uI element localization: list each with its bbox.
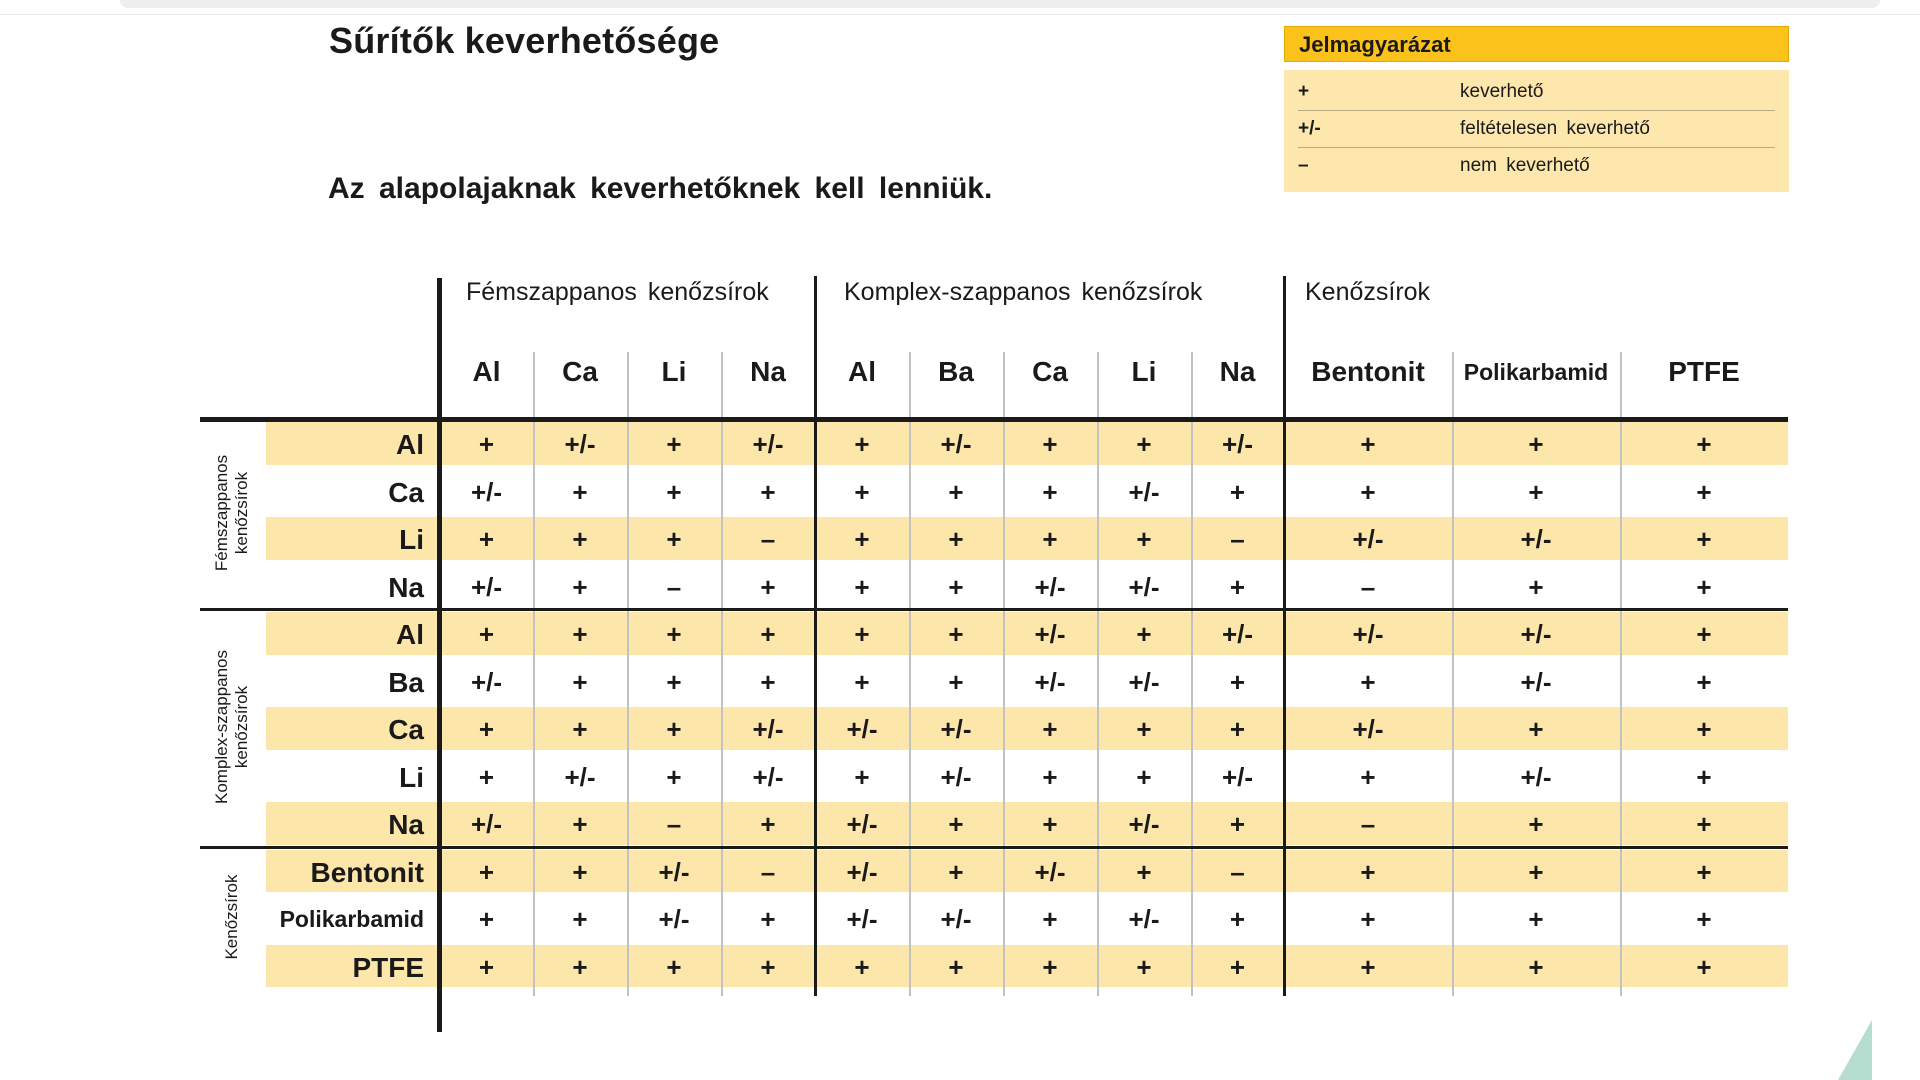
compatibility-cell: +/- [1034,571,1066,602]
row-header: Ba [388,666,424,698]
legend-symbol: – [1298,155,1309,176]
compatibility-cell: + [1136,429,1152,459]
row-group-label-line: Fémszappanos [212,454,231,572]
row-group-label-line: kenőzsírok [232,685,251,768]
compatibility-cell: +/- [1034,856,1066,887]
compatibility-cell: + [1229,714,1246,744]
compatibility-cell: – [1360,571,1376,602]
row-group-label [222,817,242,1017]
compatibility-cell: + [948,666,964,697]
compatibility-cell: +/- [1221,761,1254,792]
compatibility-cell: + [854,619,870,649]
compatibility-cell: +/- [1520,619,1552,649]
row-group-divider [200,846,1788,849]
compatibility-cell: + [572,809,588,839]
compatibility-cell: +/- [846,904,878,934]
compatibility-cell: +/- [1128,571,1160,602]
compatibility-cell: + [1360,761,1376,792]
compatibility-cell: + [1229,904,1246,934]
compatibility-cell: + [948,524,964,554]
compatibility-cell: + [478,951,495,982]
compatibility-cell: + [854,761,870,792]
compatibility-cell: + [1136,951,1152,982]
compatibility-cell: + [1042,904,1058,934]
compatibility-cell: +/- [1034,619,1066,649]
compatibility-cell: + [948,571,964,602]
compatibility-cell: + [572,571,588,602]
column-header: Li [661,356,687,387]
column-header: PTFE [1668,356,1740,387]
compatibility-cell: + [854,571,870,602]
compatibility-cell: + [1696,856,1712,887]
compatibility-cell: + [760,571,776,602]
compatibility-cell: + [1528,571,1544,602]
compatibility-cell: + [1360,904,1376,934]
row-header: Al [396,619,424,650]
compatibility-cell: + [666,619,682,649]
compatibility-cell: + [666,761,682,792]
row-header: Li [399,524,424,555]
compatibility-cell: +/- [1520,524,1552,554]
compatibility-cell: + [1528,714,1544,744]
compatibility-cell: + [1042,476,1058,507]
row-group-label-line: Kenőzsírok [222,874,241,960]
column-header: Li [1131,356,1157,387]
compatibility-cell: + [1229,666,1246,697]
compatibility-cell: + [760,809,776,839]
legend-description: keverhető [1460,81,1544,102]
legend-header: Jelmagyarázat [1284,26,1789,62]
compatibility-cell: + [760,666,776,697]
column-group-header: Kenőzsírok [1305,278,1431,306]
compatibility-cell: +/- [940,761,972,792]
compatibility-cell: +/- [470,666,503,697]
compatibility-cell: + [1136,619,1152,649]
compatibility-cell: + [1360,856,1376,887]
row-header: Al [396,429,424,460]
compatibility-cell: + [854,429,870,459]
compatibility-cell: +/- [940,429,972,459]
compatibility-cell: + [1042,761,1058,792]
compatibility-cell: + [572,619,588,649]
row-header: Na [388,809,424,840]
compatibility-cell: + [1042,809,1058,839]
compatibility-cell: + [1042,524,1058,554]
compatibility-cell: +/- [940,904,972,934]
row-header: PTFE [352,951,424,983]
compatibility-cell: + [1696,476,1712,507]
compatibility-cell: + [1528,809,1544,839]
compatibility-cell: + [1696,571,1712,602]
compatibility-cell: +/- [1128,904,1160,934]
compatibility-cell: + [1696,714,1712,744]
compatibility-cell: – [666,571,682,602]
compatibility-cell: + [572,524,588,554]
compatibility-cell: + [1136,856,1152,887]
legend-description: feltételesen keverhető [1460,118,1650,139]
compatibility-cell: + [1528,856,1544,887]
compatibility-cell: – [760,856,776,887]
compatibility-cell: – [1230,524,1245,554]
compatibility-cell: + [854,476,870,507]
compatibility-cell: +/- [1221,429,1254,459]
compatibility-cell: +/- [470,571,503,602]
compatibility-cell: + [478,524,495,554]
legend-description: nem keverhető [1460,155,1590,176]
compatibility-cell: + [1042,714,1058,744]
compatibility-cell: – [666,809,682,839]
compatibility-cell: + [854,666,870,697]
compatibility-cell: + [666,666,682,697]
compatibility-cell: + [1696,951,1712,982]
column-header: Na [750,356,786,387]
compatibility-cell: + [1696,524,1712,554]
compatibility-cell: +/- [1352,524,1384,554]
compatibility-cell: +/- [1352,619,1384,649]
compatibility-cell: + [1696,809,1712,839]
compatibility-cell: + [1528,904,1544,934]
compatibility-cell: + [1229,571,1246,602]
compatibility-cell: +/- [1128,476,1160,507]
compatibility-cell: +/- [1034,666,1066,697]
compatibility-cell: + [1360,951,1376,982]
column-group-header: Fémszappanos kenőzsírok [466,278,769,306]
compatibility-cell: + [478,856,495,887]
compatibility-cell: + [478,619,495,649]
compatibility-cell: + [760,619,776,649]
column-header: Polikarbamid [1463,359,1609,385]
legend-symbol: +/- [1298,118,1321,139]
compatibility-cell: +/- [1520,761,1552,792]
compatibility-cell: – [1360,809,1376,839]
compatibility-cell: + [854,951,870,982]
compatibility-cell: – [1230,856,1245,887]
compatibility-cell: + [854,524,870,554]
page-title: Sűrítők keverhetősége [329,20,720,61]
compatibility-cell: +/- [752,429,784,459]
compatibility-cell: + [572,856,588,887]
compatibility-cell: + [1229,951,1246,982]
compatibility-cell: + [666,714,682,744]
compatibility-cell: + [760,951,776,982]
compatibility-cell: +/- [564,429,596,459]
row-group-label-line: kenőzsírok [232,471,251,555]
compatibility-cell: + [948,476,964,507]
row-header: Bentonit [310,856,424,888]
compatibility-cell: + [948,809,964,839]
compatibility-cell: + [666,476,682,507]
compatibility-cell: + [1696,619,1712,649]
compatibility-cell: +/- [1128,666,1160,697]
compatibility-cell: + [1136,714,1152,744]
compatibility-cell: +/- [470,476,503,507]
compatibility-cell: + [948,951,964,982]
page-subtitle: Az alapolajaknak keverhetőknek kell lenniük. [328,172,993,205]
row-group-label-line: Komplex-szappanos [212,649,231,804]
compatibility-cell: + [1042,429,1058,459]
column-group-header: Komplex-szappanos kenőzsírok [844,278,1203,306]
row-group-divider [200,608,1788,611]
compatibility-cell: +/- [1520,666,1552,697]
compatibility-cell: +/- [846,809,878,839]
row-header: Na [388,571,424,603]
compatibility-cell: + [1696,429,1712,459]
compatibility-cell: +/- [846,714,878,744]
row-header: Ca [388,714,424,745]
corner-decoration [1838,1020,1872,1080]
compatibility-cell: + [478,904,495,934]
compatibility-cell: + [1360,429,1376,459]
compatibility-cell: +/- [846,856,878,887]
compatibility-cell: + [478,429,495,459]
compatibility-cell: + [1360,476,1376,507]
column-header: Ca [562,356,598,387]
column-header: Ca [1032,356,1068,387]
compatibility-cell: + [478,761,495,792]
compatibility-cell: + [1696,761,1712,792]
compatibility-cell: + [572,476,588,507]
compatibility-cell: + [478,714,495,744]
compatibility-cell: + [1229,476,1246,507]
compatibility-cell: + [1528,951,1544,982]
column-header: Al [472,356,501,387]
compatibility-cell: + [572,951,588,982]
legend-symbol: + [1298,81,1310,102]
compatibility-cell: + [1136,761,1152,792]
compatibility-cell: +/- [1221,619,1254,649]
column-header: Na [1219,356,1256,387]
compatibility-cell: +/- [658,904,690,934]
compatibility-cell: + [948,856,964,887]
compatibility-cell: + [1136,524,1152,554]
compatibility-cell: + [1696,904,1712,934]
compatibility-cell: + [572,904,588,934]
compatibility-cell: + [666,429,682,459]
compatibility-cell: +/- [1128,809,1160,839]
row-header: Polikarbamid [279,906,424,932]
row-header: Li [399,761,424,793]
row-header: Ca [388,476,424,508]
compatibility-cell: +/- [658,856,690,887]
compatibility-cell: +/- [470,809,503,839]
compatibility-cell: +/- [940,714,972,744]
row-group-label [212,413,252,613]
compatibility-cell: + [572,714,588,744]
compatibility-cell: +/- [1352,714,1384,744]
compatibility-cell: + [948,619,964,649]
compatibility-cell: +/- [752,761,784,792]
column-header: Al [848,356,876,387]
compatibility-cell: + [1528,429,1544,459]
compatibility-cell: + [666,524,682,554]
compatibility-cell: + [1528,476,1544,507]
compatibility-cell: + [760,476,776,507]
compatibility-cell: +/- [564,761,596,792]
row-group-label [212,627,252,827]
compatibility-cell: + [1042,951,1058,982]
compatibility-cell: + [1229,809,1246,839]
column-header: Ba [938,356,974,387]
compatibility-cell: + [666,951,682,982]
compatibility-cell: + [572,666,588,697]
compatibility-cell: + [1696,666,1712,697]
header-bottom-line [200,417,1788,422]
compatibility-cell: +/- [752,714,784,744]
compatibility-cell: + [1360,666,1376,697]
compatibility-cell: + [760,904,776,934]
compatibility-cell: – [760,524,776,554]
column-header: Bentonit [1311,356,1425,387]
